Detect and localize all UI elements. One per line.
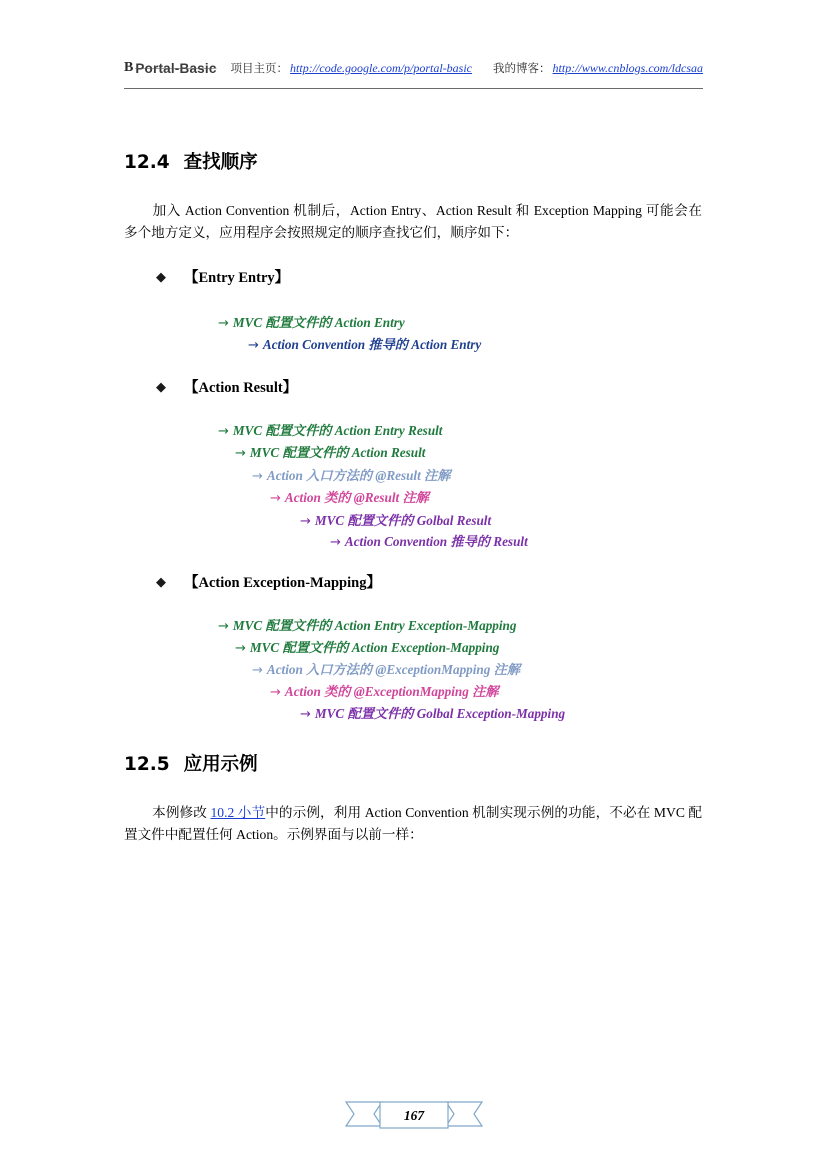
- diamond-icon: ◆: [156, 575, 166, 590]
- arrow-text-g1-1: Action Convention 推导的 Action Entry: [262, 337, 482, 352]
- example-text-post: 中的示例，利用 Action Convention 机制实现示例的功能，不必在 MVC 配置文件中配置任何 Action。示例界面与以前一样：: [124, 805, 703, 842]
- arrow-line-g3-4: [300, 703, 565, 722]
- section-title-12-4: 查找顺序: [183, 152, 258, 173]
- logo-text: Portal-Basic: [135, 60, 217, 76]
- arrow-line-g2-0: [218, 420, 442, 439]
- arrow-line-g3-1: [235, 637, 499, 656]
- section-number-12-5: 12.5: [124, 754, 170, 775]
- diamond-icon: ◆: [156, 380, 166, 395]
- arrow-line-g1-1: [248, 334, 481, 353]
- arrow-icon: →: [235, 641, 246, 656]
- arrow-line-g2-4: [300, 510, 491, 529]
- bullet-label-action-result: 【Action Result】: [184, 380, 298, 396]
- example-text-pre: 本例修改: [152, 805, 211, 820]
- arrow-text-g2-1: MVC 配置文件的 Action Result: [249, 445, 426, 460]
- arrow-line-g1-0: [218, 312, 405, 331]
- bullet-action-exception-mapping: [156, 571, 381, 592]
- arrow-text-g2-0: MVC 配置文件的 Action Entry Result: [232, 423, 443, 438]
- arrow-line-g3-2: [252, 659, 520, 678]
- section-heading-12-5: [124, 750, 258, 776]
- arrow-icon: →: [248, 338, 259, 353]
- bullet-label-entry-entry: 【Entry Entry】: [184, 270, 290, 286]
- arrow-icon: →: [270, 491, 281, 506]
- arrow-text-g2-4: MVC 配置文件的 Golbal Result: [314, 513, 492, 528]
- arrow-line-g2-5: [330, 531, 528, 550]
- project-home-link[interactable]: http://code.google.com/p/portal-basic: [290, 60, 472, 75]
- arrow-line-g2-2: [252, 465, 450, 484]
- arrow-text-g3-3: Action 类的 @ExceptionMapping 注解: [284, 684, 499, 699]
- section-heading-12-4: [124, 148, 258, 174]
- bullet-label-action-exception-mapping: 【Action Exception-Mapping】: [184, 575, 381, 591]
- bullet-action-result: [156, 376, 297, 397]
- arrow-icon: →: [252, 663, 263, 678]
- section-number-12-4: 12.4: [124, 152, 170, 173]
- arrow-icon: →: [218, 424, 229, 439]
- project-home-label: 项目主页：: [230, 61, 289, 75]
- arrow-text-g2-2: Action 入口方法的 @Result 注解: [266, 468, 451, 483]
- logo-mark: B: [124, 60, 134, 75]
- intro-text: 加入 Action Convention 机制后，Action Entry、Action Result 和 Exception Mapping 可能会在多个地方定义，应用程序会按照规定的顺序查找它们，顺序如下：: [124, 203, 702, 240]
- arrow-icon: →: [235, 446, 246, 461]
- header-divider: [124, 88, 703, 89]
- intro-paragraph: [124, 200, 702, 244]
- arrow-icon: →: [270, 685, 281, 700]
- section-10-2-link[interactable]: 10.2 小节: [210, 805, 266, 820]
- arrow-icon: →: [330, 535, 341, 550]
- section-title-12-5: 应用示例: [183, 754, 258, 775]
- arrow-icon: →: [252, 469, 263, 484]
- arrow-icon: →: [300, 514, 311, 529]
- page-number: 167: [403, 1108, 425, 1123]
- arrow-text-g3-1: MVC 配置文件的 Action Exception-Mapping: [249, 640, 500, 655]
- arrow-icon: →: [300, 707, 311, 722]
- example-paragraph: [124, 802, 702, 846]
- arrow-text-g3-0: MVC 配置文件的 Action Entry Exception-Mapping: [232, 618, 517, 633]
- arrow-text-g3-2: Action 入口方法的 @ExceptionMapping 注解: [266, 662, 521, 677]
- portal-basic-logo: [124, 60, 217, 76]
- arrow-text-g1-0: MVC 配置文件的 Action Entry: [232, 315, 405, 330]
- arrow-line-g3-3: [270, 681, 498, 700]
- arrow-icon: →: [218, 316, 229, 331]
- bullet-entry-entry: [156, 266, 289, 287]
- arrow-line-g3-0: [218, 615, 516, 634]
- page-header: [124, 52, 703, 84]
- arrow-line-g2-1: [235, 442, 425, 461]
- arrow-text-g3-4: MVC 配置文件的 Golbal Exception-Mapping: [314, 706, 566, 721]
- arrow-line-g2-3: [270, 487, 429, 506]
- diamond-icon: ◆: [156, 270, 166, 285]
- blog-label: 我的博客：: [493, 61, 551, 75]
- blog-link[interactable]: http://www.cnblogs.com/ldcsaa: [552, 60, 703, 75]
- arrow-icon: →: [218, 619, 229, 634]
- arrow-text-g2-5: Action Convention 推导的 Result: [344, 534, 528, 549]
- arrow-text-g2-3: Action 类的 @Result 注解: [284, 490, 429, 505]
